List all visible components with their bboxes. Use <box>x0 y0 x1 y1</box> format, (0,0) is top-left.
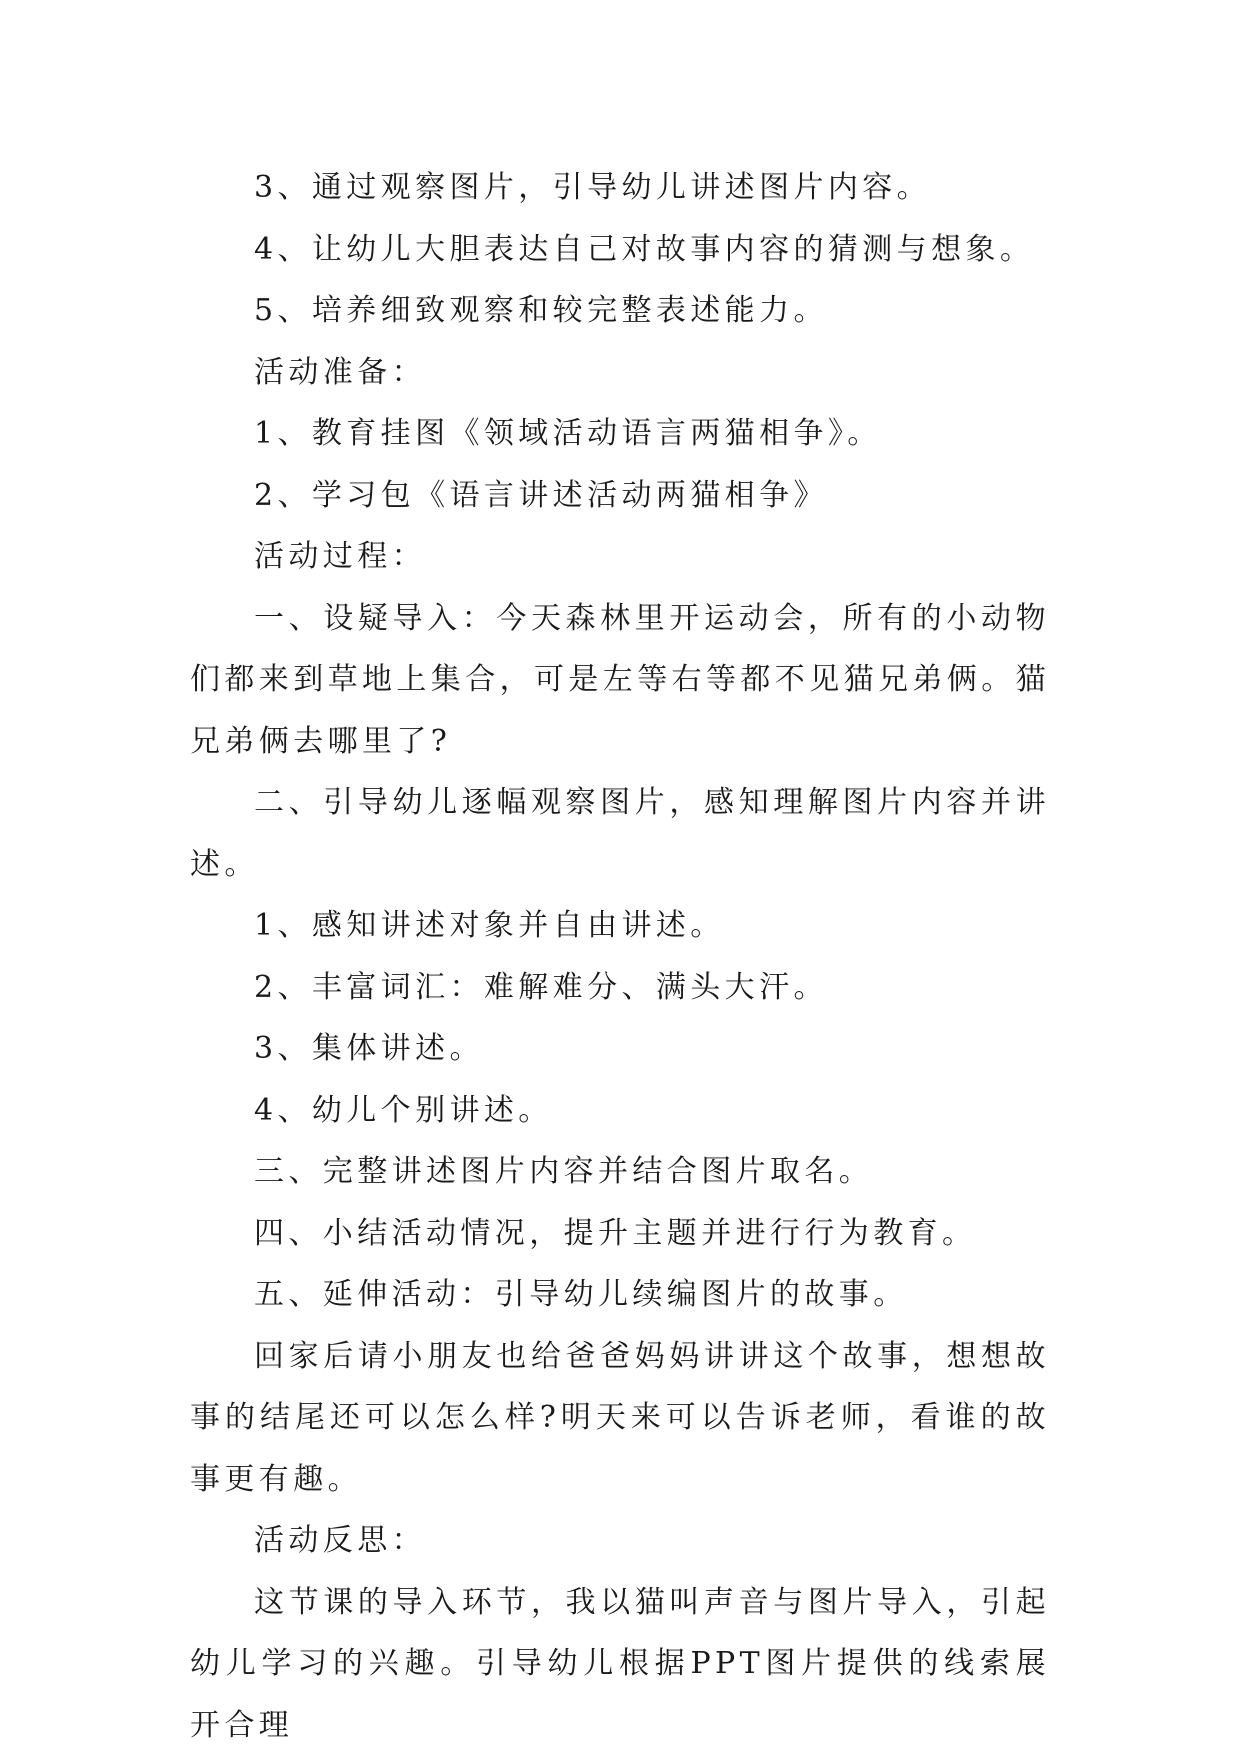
homework-paragraph: 回家后请小朋友也给爸爸妈妈讲讲这个故事，想想故事的结尾还可以怎么样?明天来可以告诉老师，看谁的故事更有趣。 <box>190 1326 1050 1511</box>
process-step-3: 三、完整讲述图片内容并结合图片取名。 <box>190 1141 1050 1203</box>
objective-item-4: 4、让幼儿大胆表达自己对故事内容的猜测与想象。 <box>190 219 1050 281</box>
process-step-1: 一、设疑导入：今天森林里开运动会，所有的小动物们都来到草地上集合，可是左等右等都不见猫兄弟俩。猫兄弟俩去哪里了? <box>190 588 1050 773</box>
process-step-5: 五、延伸活动：引导幼儿续编图片的故事。 <box>190 1264 1050 1326</box>
section-heading-process: 活动过程： <box>190 526 1050 588</box>
preparation-item-2: 2、学习包《语言讲述活动两猫相争》 <box>190 465 1050 527</box>
objective-item-5: 5、培养细致观察和较完整表述能力。 <box>190 280 1050 342</box>
process-substep-4: 4、幼儿个别讲述。 <box>190 1080 1050 1142</box>
preparation-item-1: 1、教育挂图《领域活动语言两猫相争》。 <box>190 403 1050 465</box>
section-heading-reflection: 活动反思： <box>190 1510 1050 1572</box>
section-heading-preparation: 活动准备： <box>190 342 1050 404</box>
reflection-paragraph: 这节课的导入环节，我以猫叫声音与图片导入，引起幼儿学习的兴趣。引导幼儿根据PPT图片提供的线索展开合理 <box>190 1572 1050 1756</box>
process-substep-2: 2、丰富词汇：难解难分、满头大汗。 <box>190 957 1050 1019</box>
process-substep-3: 3、集体讲述。 <box>190 1018 1050 1080</box>
objective-item-3: 3、通过观察图片，引导幼儿讲述图片内容。 <box>190 157 1050 219</box>
process-step-4: 四、小结活动情况，提升主题并进行行为教育。 <box>190 1203 1050 1265</box>
process-substep-1: 1、感知讲述对象并自由讲述。 <box>190 895 1050 957</box>
process-step-2: 二、引导幼儿逐幅观察图片，感知理解图片内容并讲述。 <box>190 772 1050 895</box>
document-body <box>190 157 1050 1756</box>
